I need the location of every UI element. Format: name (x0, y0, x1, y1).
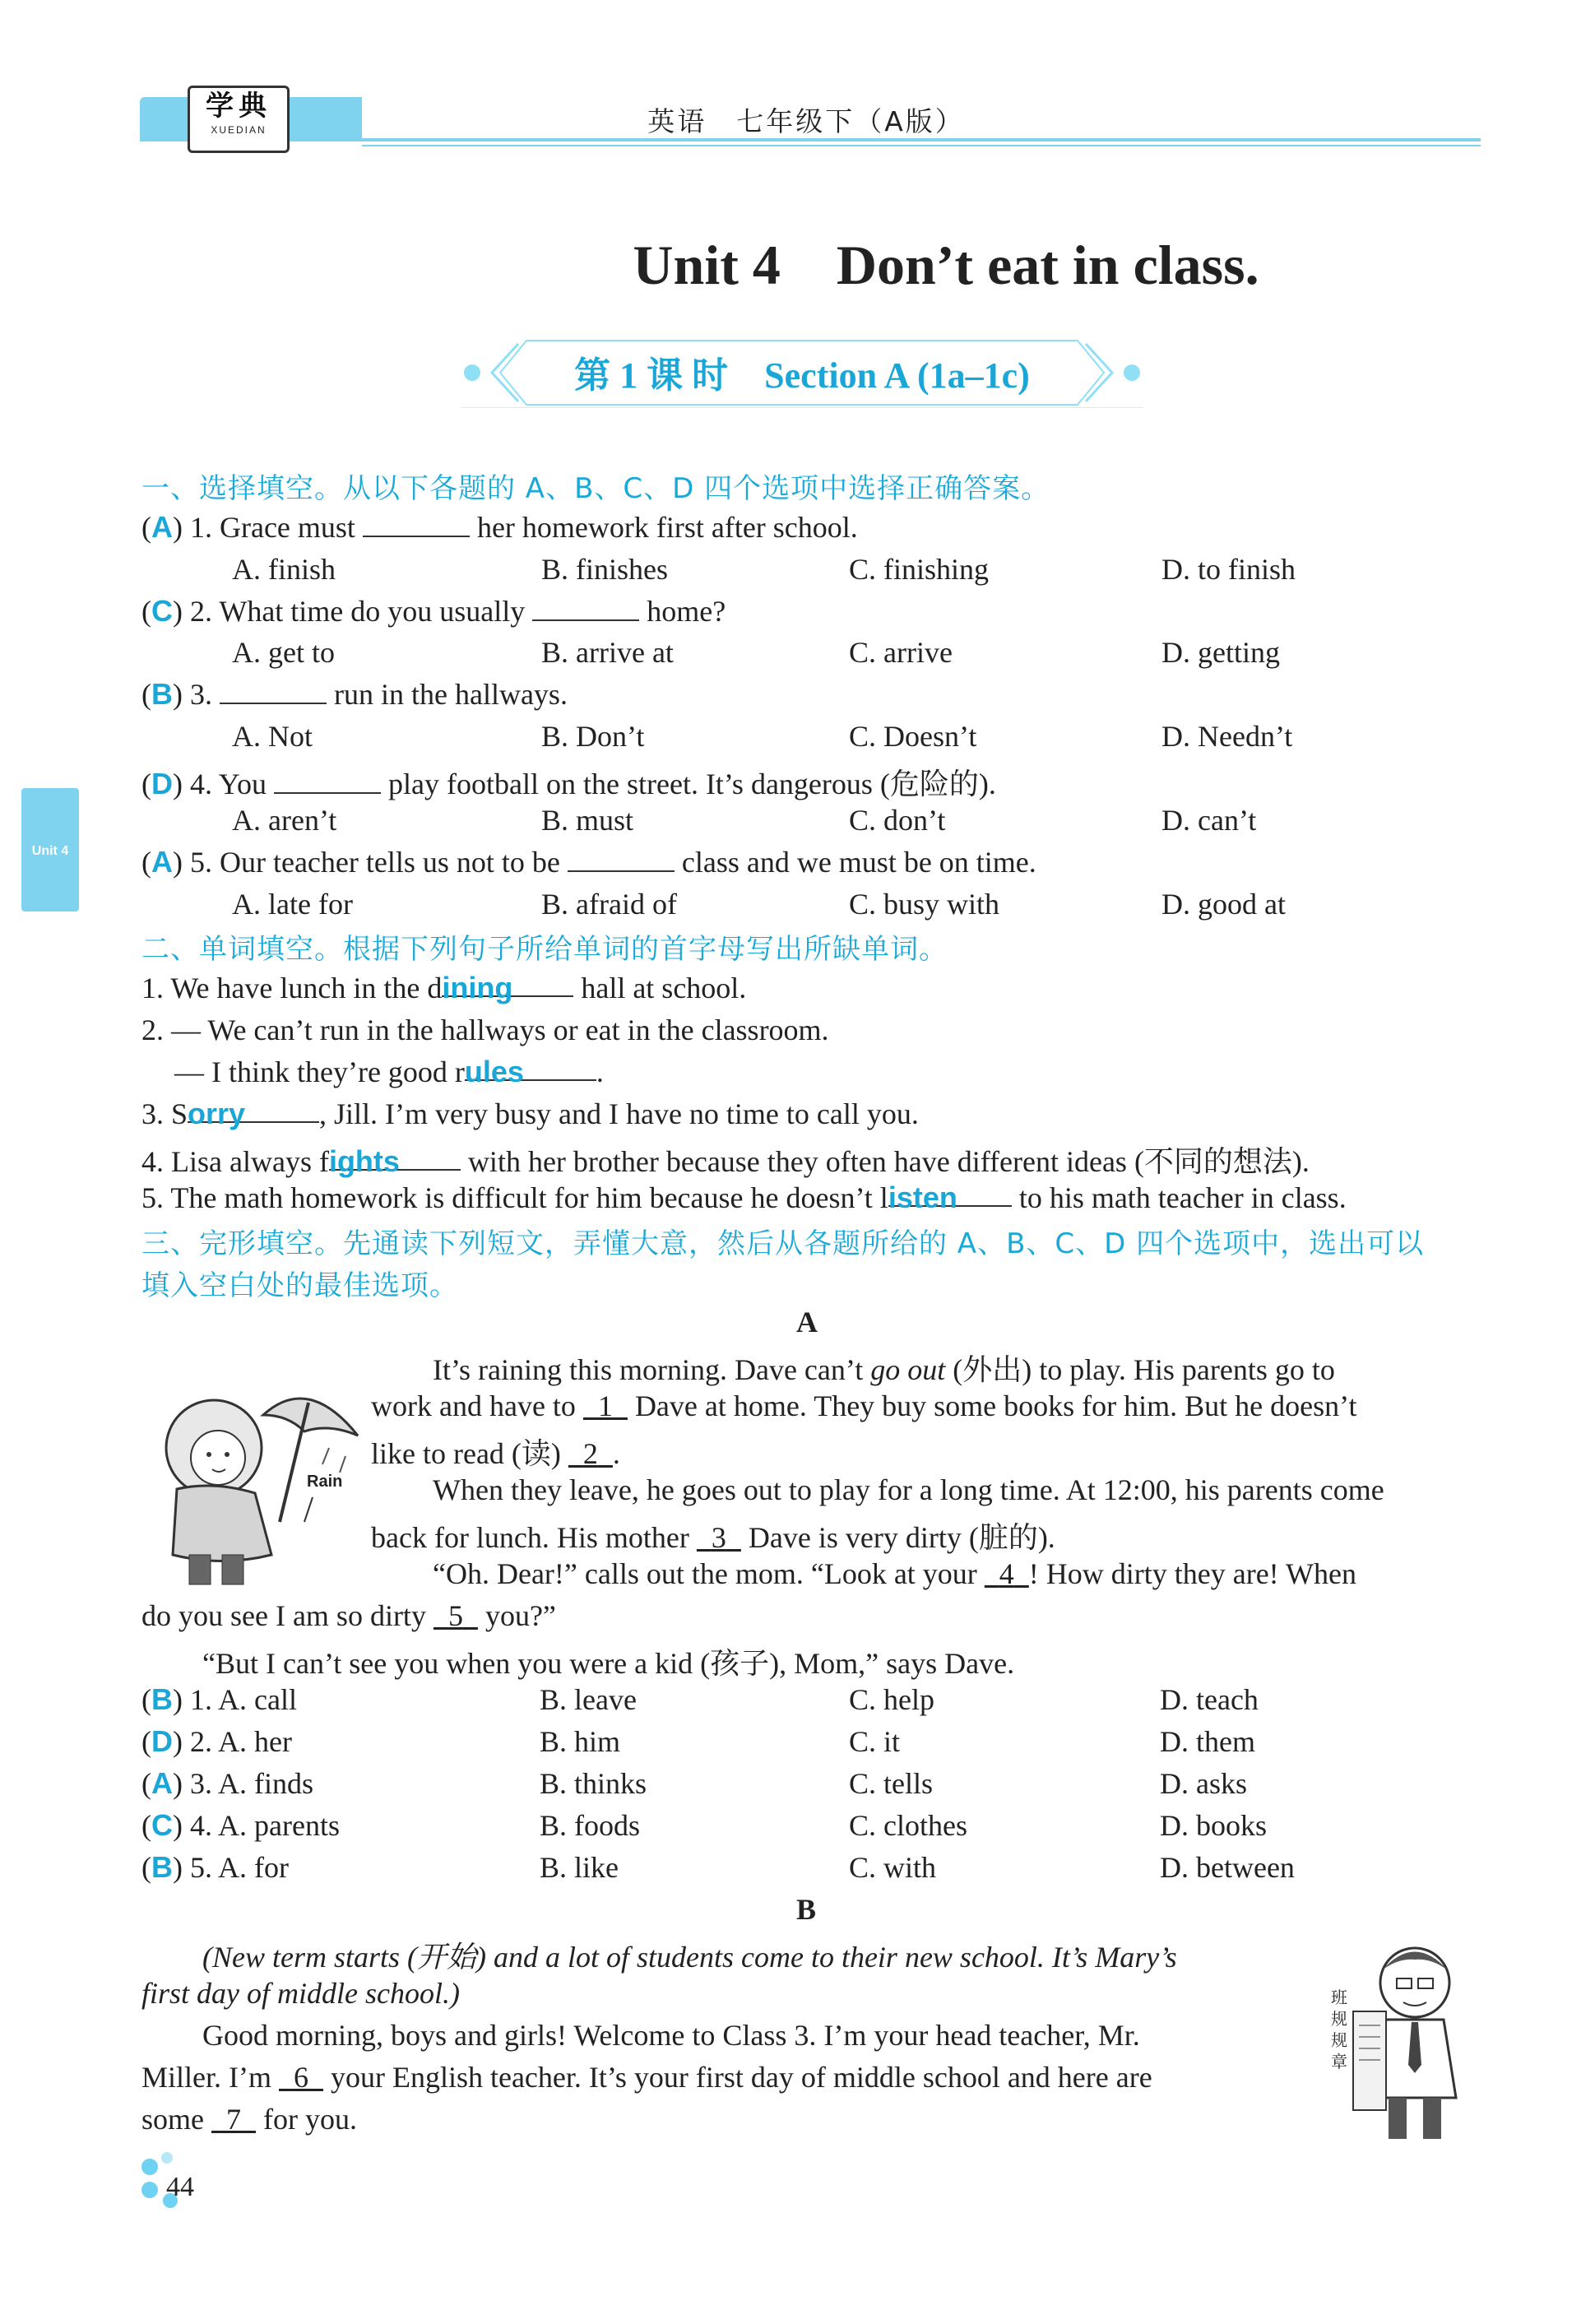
option: B. must (541, 804, 634, 837)
option: D. between (1160, 1851, 1295, 1884)
option: D. asks (1160, 1767, 1247, 1800)
cloze-question: (B) 1. A. call (141, 1682, 297, 1716)
passage-intro: (New term starts (开始) and a lot of students come to their new school. It’s Mary’s (202, 1941, 1177, 1974)
passage-line: Good morning, boys and girls! Welcome to Class 3. I’m your head teacher, Mr. (202, 2019, 1140, 2052)
mc-question: (B) 3. run in the hallways. (141, 677, 568, 711)
passage-label: A (796, 1306, 818, 1338)
option: B. Don’t (541, 720, 645, 753)
part3-heading-cont: 填入空白处的最佳选项。 (141, 1269, 458, 1302)
blank (532, 595, 639, 621)
word-fill-item: — I think they’re good rules . (174, 1055, 604, 1088)
cloze-blank: 3 (711, 1521, 726, 1554)
decor-dot (141, 2159, 158, 2175)
cloze-blank: 5 (447, 1599, 463, 1632)
answer-mark: A (151, 845, 173, 879)
cloze-question: (D) 2. A. her (141, 1724, 292, 1758)
option: C. arrive (849, 636, 953, 669)
option: A. aren’t (232, 804, 337, 837)
option: B. like (540, 1851, 619, 1884)
publisher-logo (188, 86, 290, 153)
option: A. finish (232, 553, 336, 586)
mc-question: (D) 4. You play football on the street. It’s dangerous (危险的). (141, 767, 996, 800)
answer-mark: B (151, 1850, 173, 1884)
passage-line: some 7 for you. (141, 2103, 357, 2136)
option: C. with (849, 1851, 937, 1884)
option: D. can’t (1161, 804, 1257, 837)
option: B. him (540, 1725, 621, 1758)
filled-answer: ights (328, 1144, 400, 1178)
passage-label: B (796, 1893, 817, 1926)
filled-answer: orry (188, 1097, 246, 1130)
option: D. getting (1161, 636, 1280, 669)
passage-line: “Oh. Dear!” calls out the mom. “Look at your 4 ! How dirty they are! When (433, 1557, 1356, 1590)
filled-answer: ules (464, 1055, 524, 1088)
answer-mark: A (151, 510, 173, 544)
option: C. tells (849, 1767, 934, 1800)
decor-dot (141, 2182, 158, 2198)
filled-answer: isten (888, 1181, 957, 1214)
option: C. Doesn’t (849, 720, 977, 753)
passage-line: “But I can’t see you when you were a kid (孩子), Mom,” says Dave. (202, 1647, 1015, 1680)
mc-question: (A) 1. Grace must her homework first after school. (141, 510, 858, 544)
blank (568, 846, 675, 872)
passage-line: back for lunch. His mother 3 Dave is very dirty (脏的). (371, 1521, 1055, 1554)
option: B. leave (540, 1683, 637, 1716)
option: D. Needn’t (1161, 720, 1293, 753)
rain-label: Rain (307, 1473, 343, 1491)
option: A. get to (232, 636, 335, 669)
option: C. busy with (849, 888, 1000, 921)
option: A. late for (232, 888, 353, 921)
answer-mark: D (151, 767, 173, 800)
passage-line: do you see I am so dirty 5 you?” (141, 1599, 556, 1632)
blank (220, 678, 327, 704)
word-fill-item: 4. Lisa always fights with her brother because they often have different ideas (不同的想法). (141, 1144, 1310, 1178)
filled-answer: ining (442, 971, 513, 1004)
passage-intro: first day of middle school.) (141, 1977, 460, 2010)
option: C. it (849, 1725, 901, 1758)
logo-subtext: XUEDIAN (211, 124, 267, 136)
cloze-question: (A) 3. A. finds (141, 1766, 314, 1800)
option: D. books (1160, 1809, 1268, 1842)
passage-line: like to read (读) 2 . (371, 1437, 620, 1470)
passage-line: It’s raining this morning. Dave can’t go out (外出) to play. His parents go to (433, 1353, 1335, 1386)
word-fill-item: 3. Sorry , Jill. I’m very busy and I have no time to call you. (141, 1097, 919, 1130)
cloze-blank: 2 (582, 1437, 598, 1470)
cloze-blank: 1 (597, 1389, 613, 1422)
option: C. help (849, 1683, 934, 1716)
option: D. to finish (1161, 553, 1296, 586)
option: C. don’t (849, 804, 946, 837)
option: B. finishes (541, 553, 669, 586)
header-rule-thin (362, 145, 1481, 146)
word-fill-item: 5. The math homework is difficult for him because he doesn’t listen to his math teacher in class. (141, 1181, 1347, 1214)
answer-mark: C (151, 1808, 173, 1842)
decor-dot (161, 2152, 173, 2164)
logo-text: 学典 (206, 90, 271, 123)
passage-line: When they leave, he goes out to play for a long time. At 12:00, his parents come (433, 1473, 1384, 1506)
option: C. clothes (849, 1809, 967, 1842)
cloze-blank: 4 (999, 1557, 1014, 1590)
unit-title: Unit 4 Don’t eat in class. (633, 234, 1259, 296)
option: D. them (1160, 1725, 1255, 1758)
option: D. teach (1160, 1683, 1259, 1716)
unit-side-tab-label: Unit 4 (31, 844, 69, 858)
option: B. afraid of (541, 888, 677, 921)
mc-question: (A) 5. Our teacher tells us not to be class and we must be on time. (141, 845, 1036, 879)
cloze-blank: 7 (226, 2103, 241, 2136)
option: C. finishing (849, 553, 990, 586)
running-header: 英语 七年级下（A版） (647, 105, 965, 137)
word-fill-item: 2. — We can’t run in the hallways or eat in the classroom. (141, 1014, 829, 1046)
part2-heading: 二、单词填空。根据下列句子所给单词的首字母写出所缺单词。 (141, 933, 948, 966)
option: D. good at (1161, 888, 1286, 921)
passage-line: work and have to 1 Dave at home. They buy some books for him. But he doesn’t (371, 1389, 1357, 1422)
blank (274, 768, 381, 794)
answer-mark: A (151, 1766, 173, 1800)
answer-mark: B (151, 677, 173, 711)
mc-question: (C) 2. What time do you usually home? (141, 594, 726, 628)
word-fill-item: 1. We have lunch in the dining hall at school. (141, 971, 747, 1004)
option: A. Not (232, 720, 313, 753)
rules-scroll-text: 班规 规章 (1331, 1988, 1347, 2071)
option: B. thinks (540, 1767, 647, 1800)
page-number: 44 (166, 2172, 194, 2202)
cloze-blank: 6 (293, 2061, 308, 2094)
blank (363, 511, 470, 537)
answer-mark: C (151, 594, 173, 628)
lesson-title: 第 1 课 时 Section A (1a–1c) (574, 355, 1030, 396)
cloze-question: (B) 5. A. for (141, 1850, 289, 1884)
cloze-question: (C) 4. A. parents (141, 1808, 340, 1842)
option: B. foods (540, 1809, 641, 1842)
part1-heading: 一、选择填空。从以下各题的 A、B、C、D 四个选项中选择正确答案。 (141, 472, 1050, 505)
passage-line: Miller. I’m 6 your English teacher. It’s your first day of middle school and here are (141, 2061, 1152, 2094)
option: B. arrive at (541, 636, 674, 669)
part3-heading: 三、完形填空。先通读下列短文，弄懂大意，然后从各题所给的 A、B、C、D 四个选项中，选出可以 (141, 1227, 1425, 1260)
answer-mark: D (151, 1724, 173, 1758)
answer-mark: B (151, 1682, 173, 1716)
